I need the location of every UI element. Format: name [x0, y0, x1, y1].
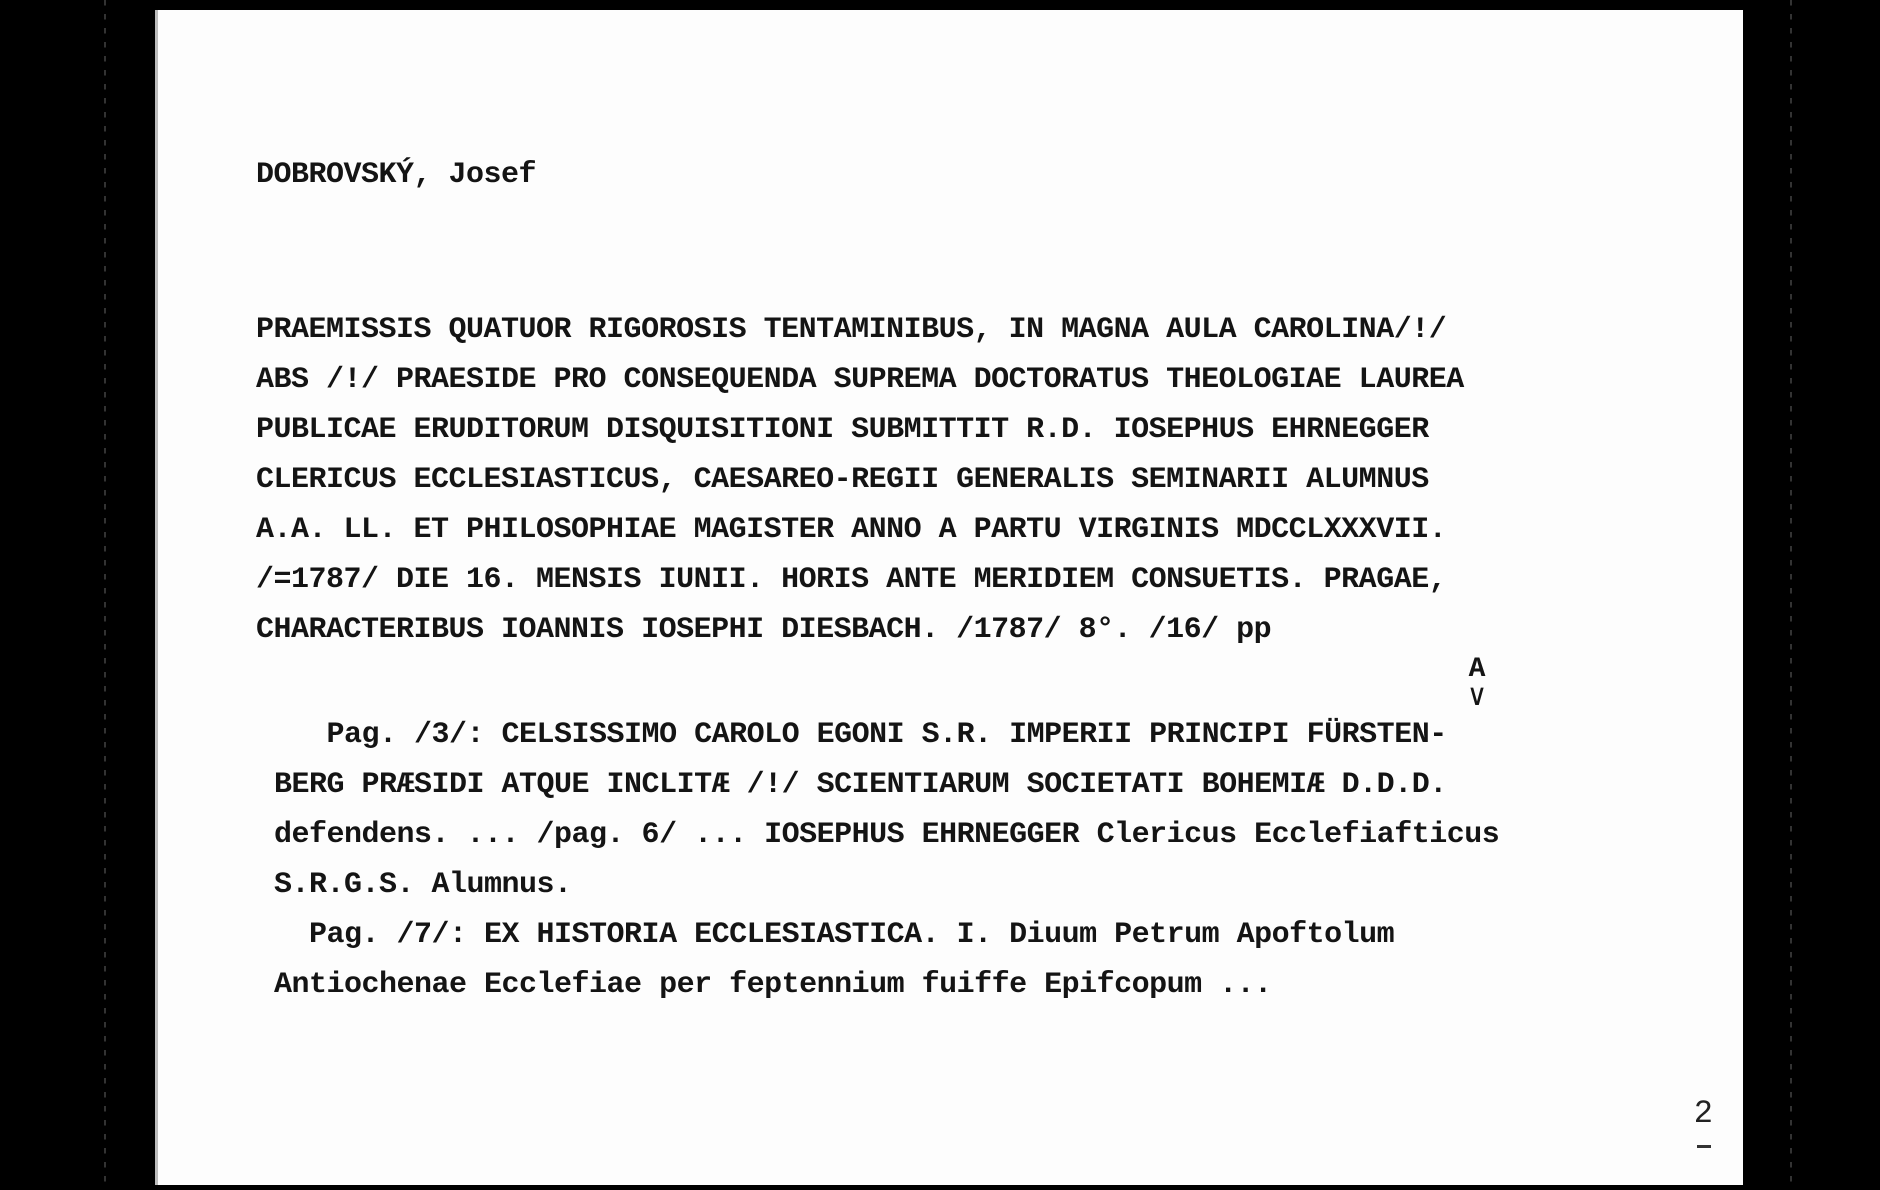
note-line-1: Pag. /3/: CELSISSIMO CAROLO EGONI S.R. IMPERII PRINCIPI FÜRSTEN- [274, 718, 1447, 752]
title-line-1: PRAEMISSIS QUATUOR RIGOROSIS TENTAMINIBUS, IN MAGNA AULA CAROLINA/!/ [256, 313, 1447, 347]
insert-mark [1468, 654, 1487, 715]
note-line-3: defendens. ... /pag. 6/ ... IOSEPHUS EHRNEGGER Clericus Ecclefiafticus [274, 818, 1500, 852]
title-line-5: A.A. LL. ET PHILOSOPHIAE MAGISTER ANNO A PARTU VIRGINIS MDCCLXXXVII. [256, 513, 1447, 547]
note-line-2: BERG PRÆSIDI ATQUE INCLITÆ /!/ SCIENTIARUM SOCIETATI BOHEMIÆ D.D.D. [274, 768, 1447, 802]
title-line-6: /=1787/ DIE 16. MENSIS IUNII. HORIS ANTE MERIDIEM CONSUETIS. PRAGAE, [256, 563, 1447, 597]
note-line-6: Antiochenae Ecclefiae per feptennium fuiffe Epifcopum ... [274, 968, 1272, 1002]
title-line-3: PUBLICAE ERUDITORUM DISQUISITIONI SUBMITTIT R.D. IOSEPHUS EHRNEGGER [256, 413, 1429, 447]
card-author: DOBROVSKÝ, Josef [256, 158, 537, 192]
title-line-7: CHARACTERIBUS IOANNIS IOSEPHI DIESBACH. /1787/ 8°. /16/ pp [256, 613, 1272, 647]
page-number: 2 [1693, 1095, 1713, 1132]
catalog-card [155, 10, 1743, 1185]
left-edge-dots [104, 0, 106, 1190]
right-edge-dots [1790, 0, 1792, 1190]
note-line-5: Pag. /7/: EX HISTORIA ECCLESIASTICA. I. Diuum Petrum Apoftolum [274, 918, 1395, 952]
insert-letter: A [1468, 654, 1486, 685]
page-number-dash [1697, 1145, 1711, 1148]
insert-caret-icon: ∨ [1468, 681, 1487, 715]
title-line-2: ABS /!/ PRAESIDE PRO CONSEQUENDA SUPREMA DOCTORATUS THEOLOGIAE LAUREA [256, 363, 1464, 397]
title-line-4: CLERICUS ECCLESIASTICUS, CAESAREO-REGII GENERALIS SEMINARII ALUMNUS [256, 463, 1429, 497]
note-line-4: S.R.G.S. Alumnus. [274, 868, 572, 902]
